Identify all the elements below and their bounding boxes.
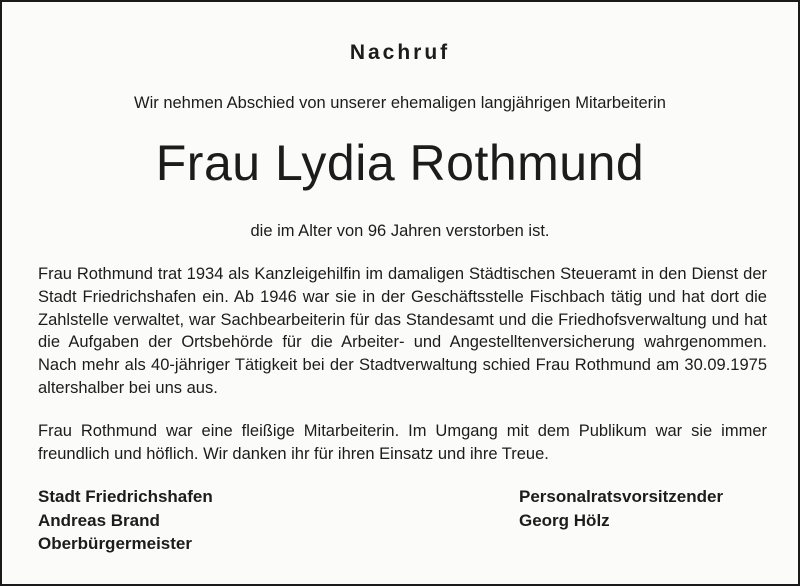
signature-right-role: Personalratsvorsitzender bbox=[519, 487, 724, 506]
signature-left bbox=[38, 485, 213, 556]
signature-left-role: Oberbürgermeister bbox=[38, 534, 192, 553]
career-paragraph: Frau Rothmund trat 1934 als Kanzleigehilfin im damaligen Städtischen Steueramt in den Dienst der Stadt Friedrichshafen ein. Ab 1946 war sie in der Geschäftsstelle Fischbach tätig und hat dort die Zahlstelle verwaltet, war Sachbearbeiterin für das Standesamt und die Friedhofsverwaltung und hat die Aufgaben der Ortsbehörde für die Arbeiter- und Angestelltenversicherung wahrgenommen. Nach mehr als 40-jähriger Tätigkeit bei der Stadtverwaltung schied Frau Rothmund am 30.09.1975 altershalber bei uns aus. bbox=[38, 265, 767, 397]
signature-right bbox=[519, 485, 723, 532]
signature-left-organization: Stadt Friedrichshafen bbox=[38, 487, 213, 506]
signature-right-person: Georg Hölz bbox=[519, 510, 610, 530]
tribute-paragraph: Frau Rothmund war eine fleißige Mitarbeiterin. Im Umgang mit dem Publikum war sie immer freundlich und höflich. Wir danken ihr für ihren Einsatz und ihre Treue. bbox=[38, 422, 767, 463]
notice-title: Nachruf bbox=[349, 41, 451, 64]
age-line: die im Alter von 96 Jahren verstorben ist. bbox=[250, 222, 550, 240]
intro-line: Wir nehmen Abschied von unserer ehemaligen langjährigen Mitarbeiterin bbox=[134, 94, 666, 112]
signature-left-person: Andreas Brand bbox=[38, 510, 160, 530]
deceased-name: Frau Lydia Rothmund bbox=[155, 135, 645, 191]
